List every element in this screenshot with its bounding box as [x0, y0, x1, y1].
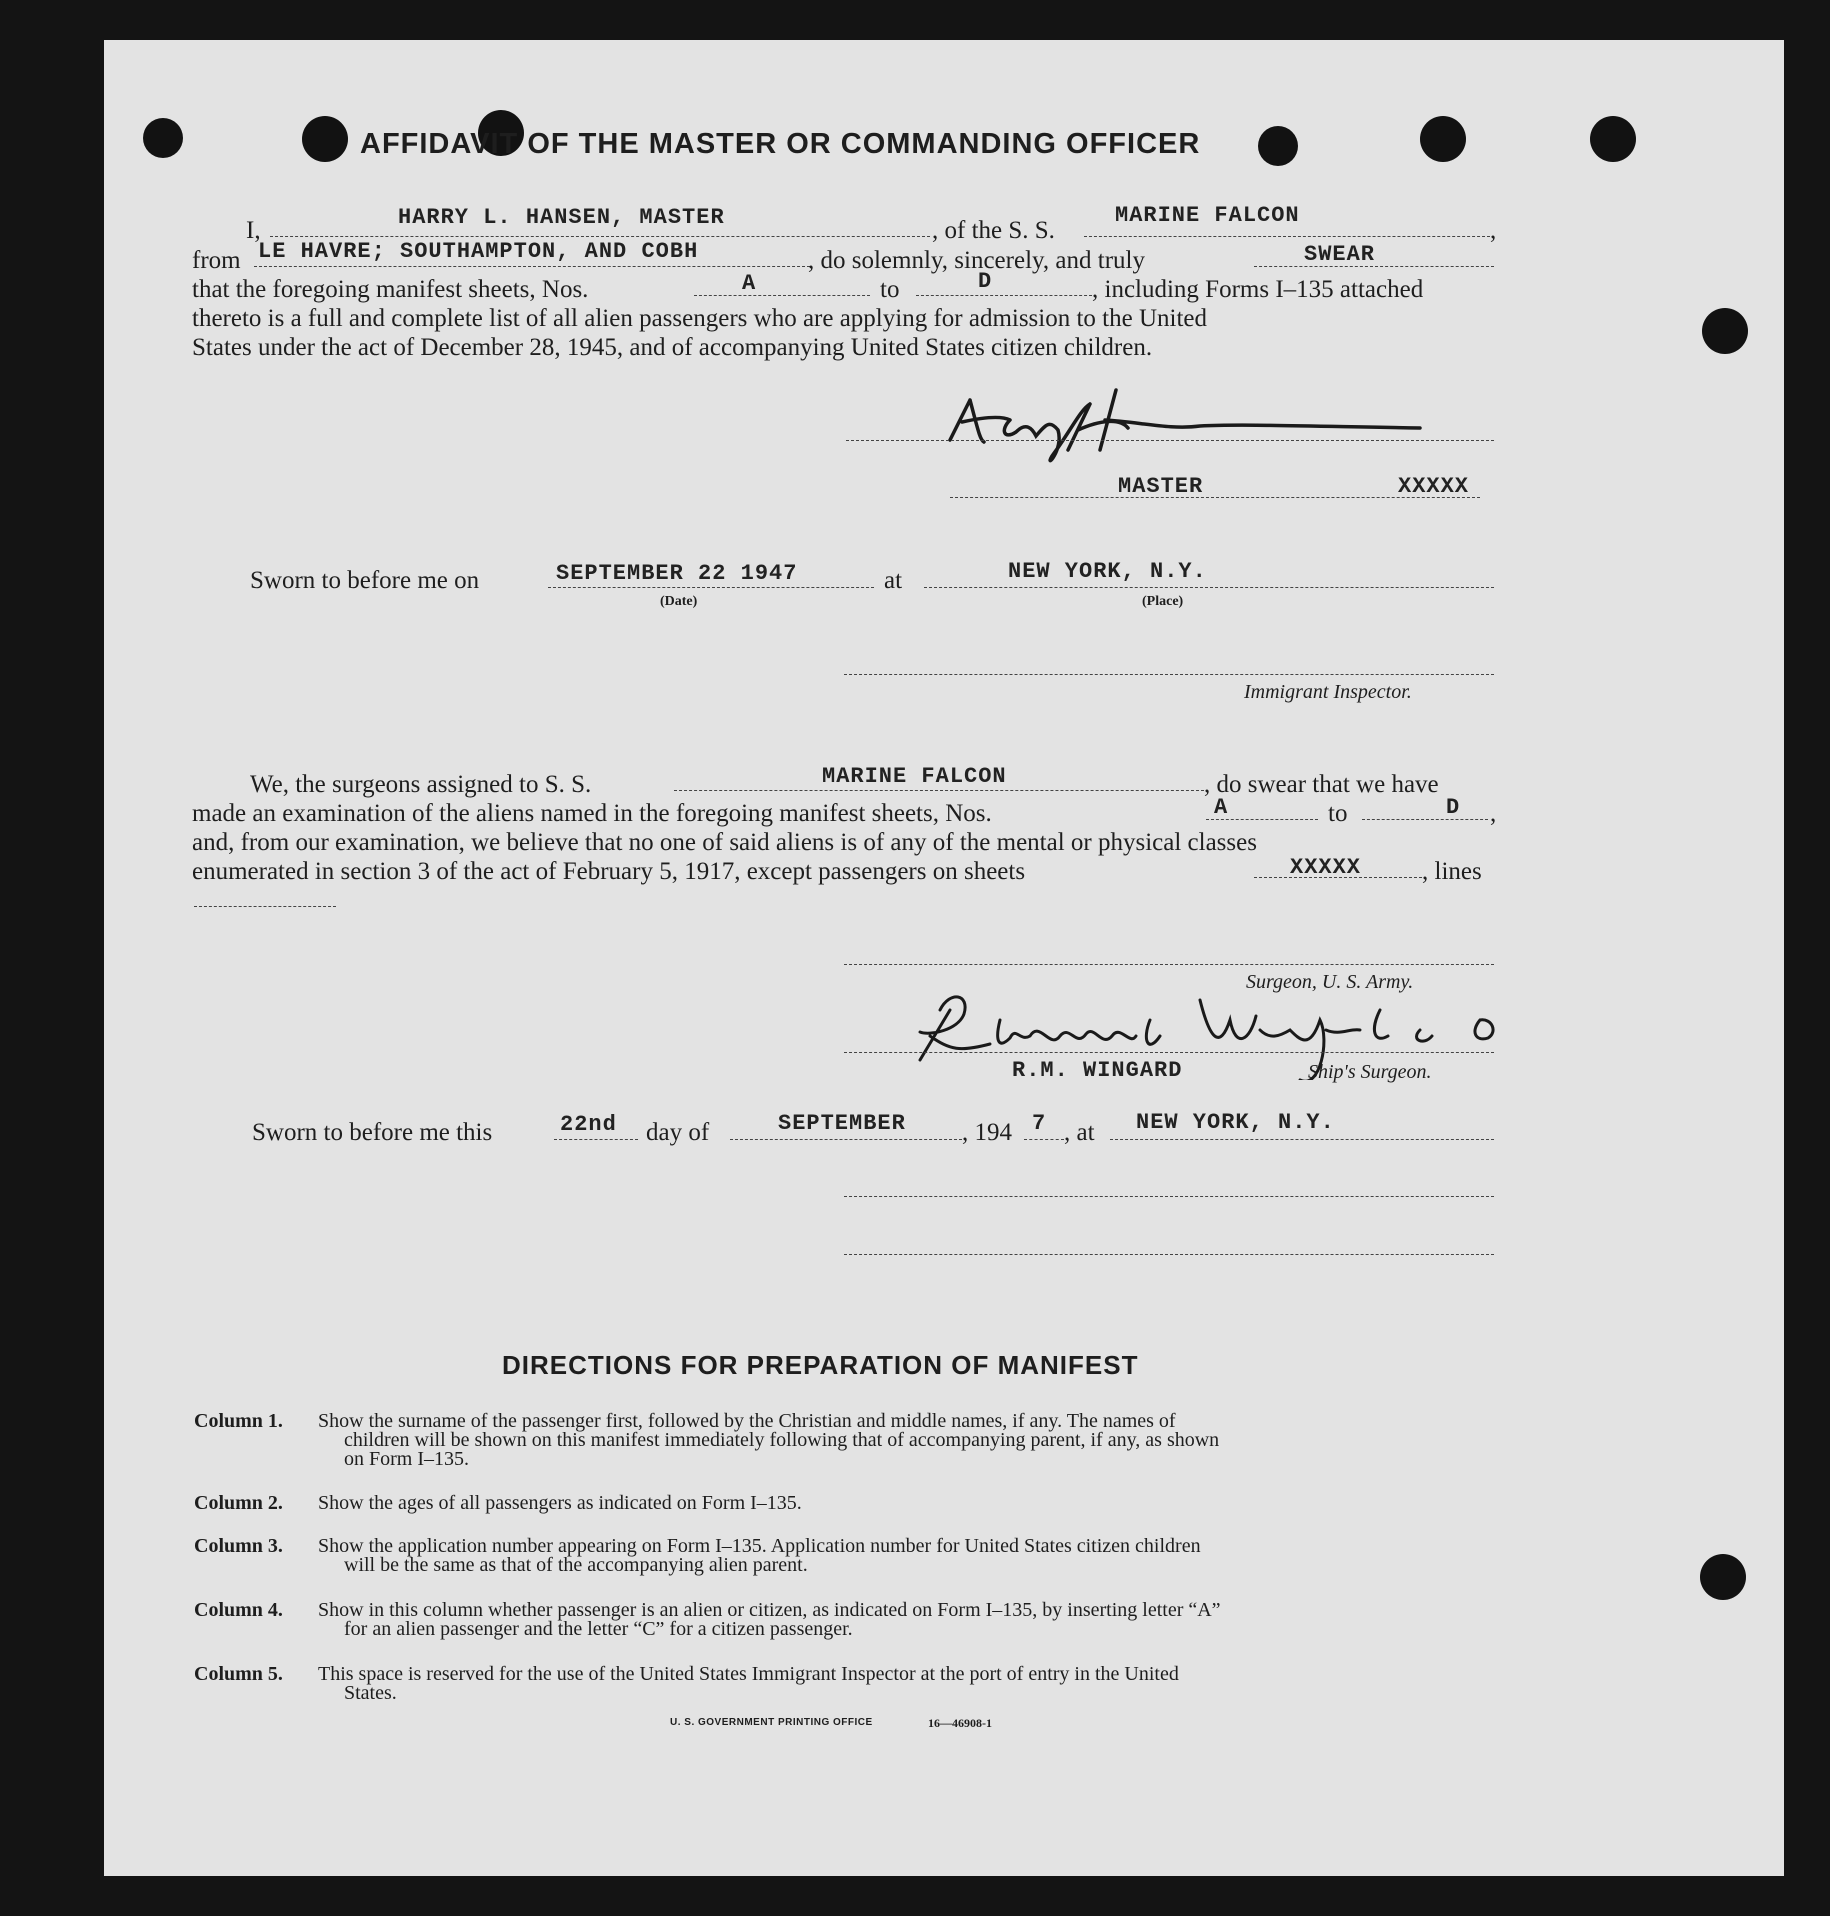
direction-label: Column 5. [194, 1663, 283, 1685]
p2-sheet-to-field [1362, 819, 1488, 820]
sworn1-date-caption: (Date) [660, 594, 698, 609]
printer-note: U. S. GOVERNMENT PRINTING OFFICE [670, 1717, 873, 1728]
sheet-from-value: A [742, 271, 757, 296]
direction-text: Show the application number appearing on Form I–135. Application number for United States citizen children [318, 1535, 1201, 1557]
p2-line4: enumerated in section 3 of the act of February 5, 1917, except passengers on sheets [192, 858, 1026, 885]
sworn1-at: at [884, 567, 903, 594]
p1-solemnly: , do solemnly, sincerely, and truly [808, 247, 1145, 274]
master-struck-value: XXXXX [1398, 474, 1470, 499]
master-name-value: HARRY L. HANSEN, MASTER [398, 205, 725, 230]
master-signature [940, 370, 1440, 470]
direction-text: States. [344, 1682, 397, 1704]
direction-text: children will be shown on this manifest immediately following that of accompanying parent, if any, as shown [344, 1429, 1220, 1451]
sheet-to-field [916, 295, 1092, 296]
direction-label: Column 4. [194, 1599, 283, 1621]
sworn1-place-field [924, 587, 1494, 588]
p1-i: I, [246, 217, 261, 244]
direction-text: will be the same as that of the accompanying alien parent. [344, 1554, 808, 1576]
direction-label: Column 3. [194, 1535, 283, 1557]
oath-value: SWEAR [1304, 242, 1376, 267]
p1-line3: thereto is a full and complete list of all alien passengers who are applying for admission to the United [192, 305, 1208, 332]
sworn2-year-prefix: , 194 [962, 1119, 1012, 1146]
ports-field [254, 266, 810, 267]
direction-text: Show the ages of all passengers as indicated on Form I–135. [318, 1492, 802, 1514]
direction-text: This space is reserved for the use of the United States Immigrant Inspector at the port of entry in the United [318, 1663, 1179, 1685]
sworn2-month-value: SEPTEMBER [778, 1111, 906, 1136]
p1-from: from [192, 247, 241, 274]
master-name-field [270, 236, 930, 237]
ship-surgeon-name: R.M. WINGARD [1012, 1058, 1183, 1083]
punch-hole [1258, 126, 1298, 166]
ship-name-value: MARINE FALCON [1115, 203, 1300, 228]
p2-sheet-from-value: A [1214, 795, 1229, 820]
p1-to: to [880, 276, 900, 303]
p1-line4: States under the act of December 28, 1945, and of accompanying United States citizen children. [192, 334, 1153, 361]
p1-including: , including Forms I–135 attached [1092, 276, 1424, 303]
inspector-caption: Immigrant Inspector. [1244, 681, 1412, 703]
p2-ship-field [674, 790, 1204, 791]
punch-hole [1702, 308, 1748, 354]
master-signature-line [846, 440, 1494, 441]
inspector-signature-line [844, 674, 1494, 675]
ship-surgeon-line [844, 1052, 1494, 1053]
sworn2-place-value: NEW YORK, N.Y. [1136, 1110, 1335, 1135]
ship-surgeon-caption: Ship's Surgeon. [1308, 1061, 1432, 1083]
sworn1-place-value: NEW YORK, N.Y. [1008, 559, 1207, 584]
affidavit-title: AFFIDAVIT OF THE MASTER OR COMMANDING OFFICER [360, 128, 1201, 160]
sworn2-signature-line-1 [844, 1196, 1494, 1197]
sworn2-label: Sworn to before me this [252, 1119, 493, 1146]
sworn2-day-value: 22nd [560, 1112, 617, 1137]
p2-lines-field [194, 906, 336, 907]
sheet-to-value: D [978, 269, 993, 294]
army-surgeon-line [844, 964, 1494, 965]
sworn2-signature-line-2 [844, 1254, 1494, 1255]
sworn2-place-field [1110, 1139, 1494, 1140]
p2-ship-value: MARINE FALCON [822, 764, 1007, 789]
p2-made: made an examination of the aliens named in the foregoing manifest sheets, Nos. [192, 800, 992, 827]
ports-value: LE HAVRE; SOUTHAMPTON, AND COBH [258, 239, 699, 264]
p1-comma: , [1490, 217, 1497, 244]
sworn1-label: Sworn to before me on [250, 567, 480, 594]
p2-line3: and, from our examination, we believe that no one of said aliens is of any of the mental or physical classes [192, 829, 1257, 856]
p1-of-ss: , of the S. S. [932, 217, 1055, 244]
sworn2-day-field [554, 1139, 638, 1140]
p2-sheet-to-value: D [1446, 795, 1461, 820]
direction-text: on Form I–135. [344, 1448, 469, 1470]
punch-hole [1700, 1554, 1746, 1600]
directions-title: DIRECTIONS FOR PREPARATION OF MANIFEST [502, 1350, 1139, 1380]
sheet-from-field [694, 295, 870, 296]
p2-to: to [1328, 800, 1348, 827]
sworn2-day-of: day of [646, 1119, 710, 1146]
p2-swear: , do swear that we have [1204, 771, 1439, 798]
sworn1-place-caption: (Place) [1142, 594, 1184, 609]
sworn2-at: , at [1064, 1119, 1095, 1146]
p2-we: We, the surgeons assigned to S. S. [250, 771, 592, 798]
punch-hole [1420, 116, 1466, 162]
sworn2-year-field [1024, 1139, 1064, 1140]
punch-hole [143, 118, 183, 158]
direction-text: Show in this column whether passenger is an alien or citizen, as indicated on Form I–135, by inserting letter “A” [318, 1599, 1221, 1621]
direction-label: Column 2. [194, 1492, 283, 1514]
p2-lines: , lines [1422, 858, 1482, 885]
p2-comma: , [1490, 800, 1497, 827]
sworn1-date-field [548, 587, 874, 588]
sworn2-year-digit: 7 [1032, 1111, 1047, 1136]
p1-foregoing: that the foregoing manifest sheets, Nos. [192, 276, 589, 303]
direction-label: Column 1. [194, 1410, 283, 1432]
punch-hole [1590, 116, 1636, 162]
form-number: 16—46908-1 [928, 1716, 992, 1730]
direction-text: for an alien passenger and the letter “C” for a citizen passenger. [344, 1618, 853, 1640]
master-title-value: MASTER [1118, 474, 1204, 499]
sworn1-date-value: SEPTEMBER 22 1947 [556, 561, 798, 586]
army-surgeon-caption: Surgeon, U. S. Army. [1246, 971, 1414, 993]
p2-sheets-value: XXXXX [1290, 855, 1362, 880]
ship-name-field [1084, 236, 1490, 237]
punch-hole [302, 116, 348, 162]
sworn2-month-field [730, 1139, 962, 1140]
direction-text: Show the surname of the passenger first, followed by the Christian and middle names, if any. The names of [318, 1410, 1176, 1432]
